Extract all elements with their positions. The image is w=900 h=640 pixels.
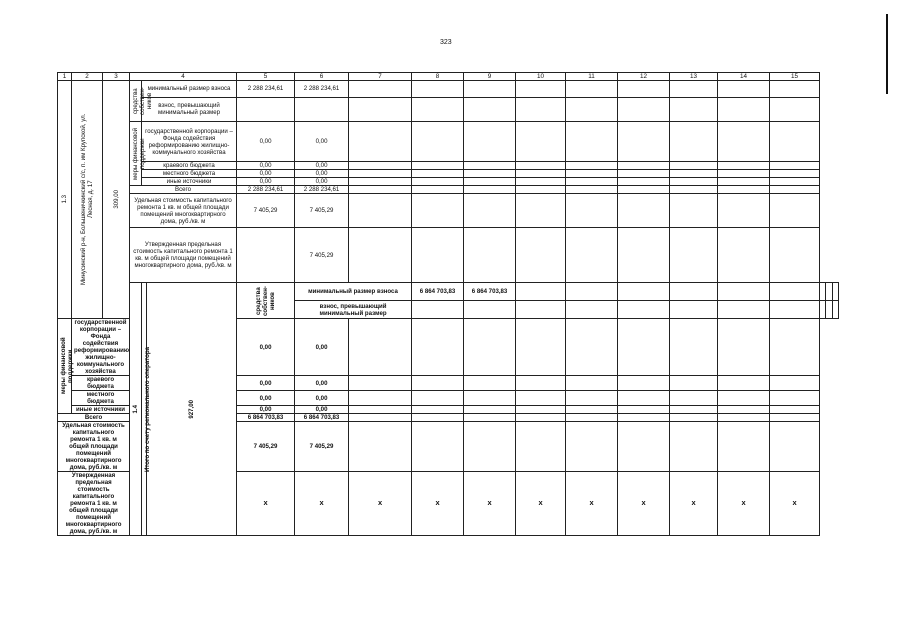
- header-cell-9: 9: [464, 73, 516, 81]
- x-mark: х: [566, 472, 618, 536]
- table-row: [58, 194, 839, 228]
- local-label: местного бюджета: [72, 391, 130, 406]
- total-fact: 2 288 234,61: [295, 186, 349, 194]
- table-row: [58, 81, 839, 97]
- table-row: [58, 186, 839, 194]
- table-row: [58, 283, 839, 301]
- fund-label: государственной корпорации – Фонда содействия реформированию жилищно-коммунального хозяйства: [72, 319, 130, 376]
- x-mark: х: [516, 472, 566, 536]
- limit-cost-label: Утвержденная предельная стоимость капитального ремонта 1 кв. м общей площади помещений многоквартирного дома, руб./кв. м: [58, 472, 130, 536]
- house-area: 309,00: [103, 81, 130, 319]
- limit-cost-label: Утвержденная предельная стоимость капитального ремонта 1 кв. м общей площади помещений многоквартирного дома, руб./кв. м: [130, 228, 237, 283]
- header-cell-5: 5: [237, 73, 295, 81]
- table-row: [58, 162, 839, 170]
- table-row: [58, 178, 839, 186]
- header-cell-3: 3: [103, 73, 130, 81]
- local-fact: 0,00: [295, 170, 349, 178]
- header-cell-13: 13: [670, 73, 718, 81]
- x-mark: х: [412, 472, 464, 536]
- edge-mark: [886, 14, 888, 94]
- house-address: Минусинский р-н, Большеничкинский с/с, п. им Крупской, ул. Лесная, д. 17: [72, 81, 103, 319]
- other-fact: 0,00: [295, 178, 349, 186]
- over-min-label: взнос, превышающий минимальный размер: [142, 97, 237, 122]
- x-mark: х: [349, 472, 412, 536]
- limit-cost-fact: 7 405,29: [295, 228, 349, 283]
- x-mark: х: [295, 472, 349, 536]
- over-min-plan: [237, 97, 295, 122]
- owners-funds-group: средства собствен-ников: [237, 283, 295, 319]
- fund-fact: 0,00: [295, 319, 349, 376]
- regional-plan: 0,00: [237, 162, 295, 170]
- regional-plan: 0,00: [237, 376, 295, 391]
- min-fee-fact: 2 288 234,61: [295, 81, 349, 97]
- unit-cost-label: Удельная стоимость капитального ремонта 1 кв. м общей площади помещений многоквартирного дома, руб./кв. м: [130, 194, 237, 228]
- unit-cost-label: Удельная стоимость капитального ремонта 1 кв. м общей площади помещений многоквартирного дома, руб./кв. м: [58, 422, 130, 472]
- total-fact: 6 864 703,83: [295, 414, 349, 422]
- over-min-label: взнос, превышающий минимальный размер: [295, 301, 412, 319]
- unit-cost-plan: 7 405,29: [237, 422, 295, 472]
- total-plan: 2 288 234,61: [237, 186, 295, 194]
- table-row: [58, 228, 839, 283]
- over-min-plan: [412, 301, 464, 319]
- x-mark: х: [618, 472, 670, 536]
- local-plan: 0,00: [237, 391, 295, 406]
- min-fee-fact: 6 864 703,83: [464, 283, 516, 301]
- page-number: 323: [440, 39, 452, 46]
- header-cell-14: 14: [718, 73, 770, 81]
- header-cell-4: 4: [130, 73, 237, 81]
- other-fact: 0,00: [295, 406, 349, 414]
- regional-fact: 0,00: [295, 162, 349, 170]
- regional-fact: 0,00: [295, 376, 349, 391]
- local-plan: 0,00: [237, 170, 295, 178]
- total-area: 927,00: [147, 283, 237, 536]
- header-row: [58, 73, 839, 81]
- total-label: Всего: [130, 186, 237, 194]
- fund-plan: 0,00: [237, 122, 295, 162]
- total-label: Всего: [58, 414, 130, 422]
- regional-label: краевого бюджета: [142, 162, 237, 170]
- min-fee-plan: 2 288 234,61: [237, 81, 295, 97]
- operator-total-title: Итого по счету регионального оператора: [142, 283, 147, 536]
- header-cell-1: 1: [58, 73, 72, 81]
- other-label: иные источники: [72, 406, 130, 414]
- fund-plan: 0,00: [237, 319, 295, 376]
- other-plan: 0,00: [237, 406, 295, 414]
- fund-fact: 0,00: [295, 122, 349, 162]
- support-measures-group: меры финансовой поддержки: [130, 122, 142, 186]
- x-mark: х: [237, 472, 295, 536]
- table-row: [58, 170, 839, 178]
- owners-funds-group: средства собствен-ников: [130, 81, 142, 122]
- min-fee-plan: 6 864 703,83: [412, 283, 464, 301]
- header-cell-10: 10: [516, 73, 566, 81]
- min-fee-label: минимальный размер взноса: [295, 283, 412, 301]
- fund-label: государственной корпорации – Фонда содействия реформированию жилищно-коммунального хозяйства: [142, 122, 237, 162]
- header-cell-2: 2: [72, 73, 103, 81]
- regional-label: краевого бюджета: [72, 376, 130, 391]
- header-cell-7: 7: [349, 73, 412, 81]
- header-cell-15: 15: [770, 73, 820, 81]
- over-min-fact: [295, 97, 349, 122]
- min-fee-label: минимальный размер взноса: [142, 81, 237, 97]
- header-cell-11: 11: [566, 73, 618, 81]
- total-plan: 6 864 703,83: [237, 414, 295, 422]
- limit-cost-plan: [237, 228, 295, 283]
- over-min-fact: [464, 301, 516, 319]
- header-cell-8: 8: [412, 73, 464, 81]
- x-mark: х: [718, 472, 770, 536]
- header-cell-6: 6: [295, 73, 349, 81]
- table-row: [58, 122, 839, 162]
- x-mark: х: [670, 472, 718, 536]
- row-number: 1.3: [58, 81, 72, 319]
- local-fact: 0,00: [295, 391, 349, 406]
- header-cell-12: 12: [618, 73, 670, 81]
- other-label: иные источники: [142, 178, 237, 186]
- unit-cost-fact: 7 405,29: [295, 422, 349, 472]
- unit-cost-fact: 7 405,29: [295, 194, 349, 228]
- table-row: [58, 97, 839, 122]
- unit-cost-plan: 7 405,29: [237, 194, 295, 228]
- row-number: 1.4: [130, 283, 142, 536]
- x-mark: х: [770, 472, 820, 536]
- repair-cost-table: [57, 72, 839, 536]
- local-label: местного бюджета: [142, 170, 237, 178]
- support-measures-group: меры финансовой поддержки: [58, 319, 72, 414]
- other-plan: 0,00: [237, 178, 295, 186]
- x-mark: х: [464, 472, 516, 536]
